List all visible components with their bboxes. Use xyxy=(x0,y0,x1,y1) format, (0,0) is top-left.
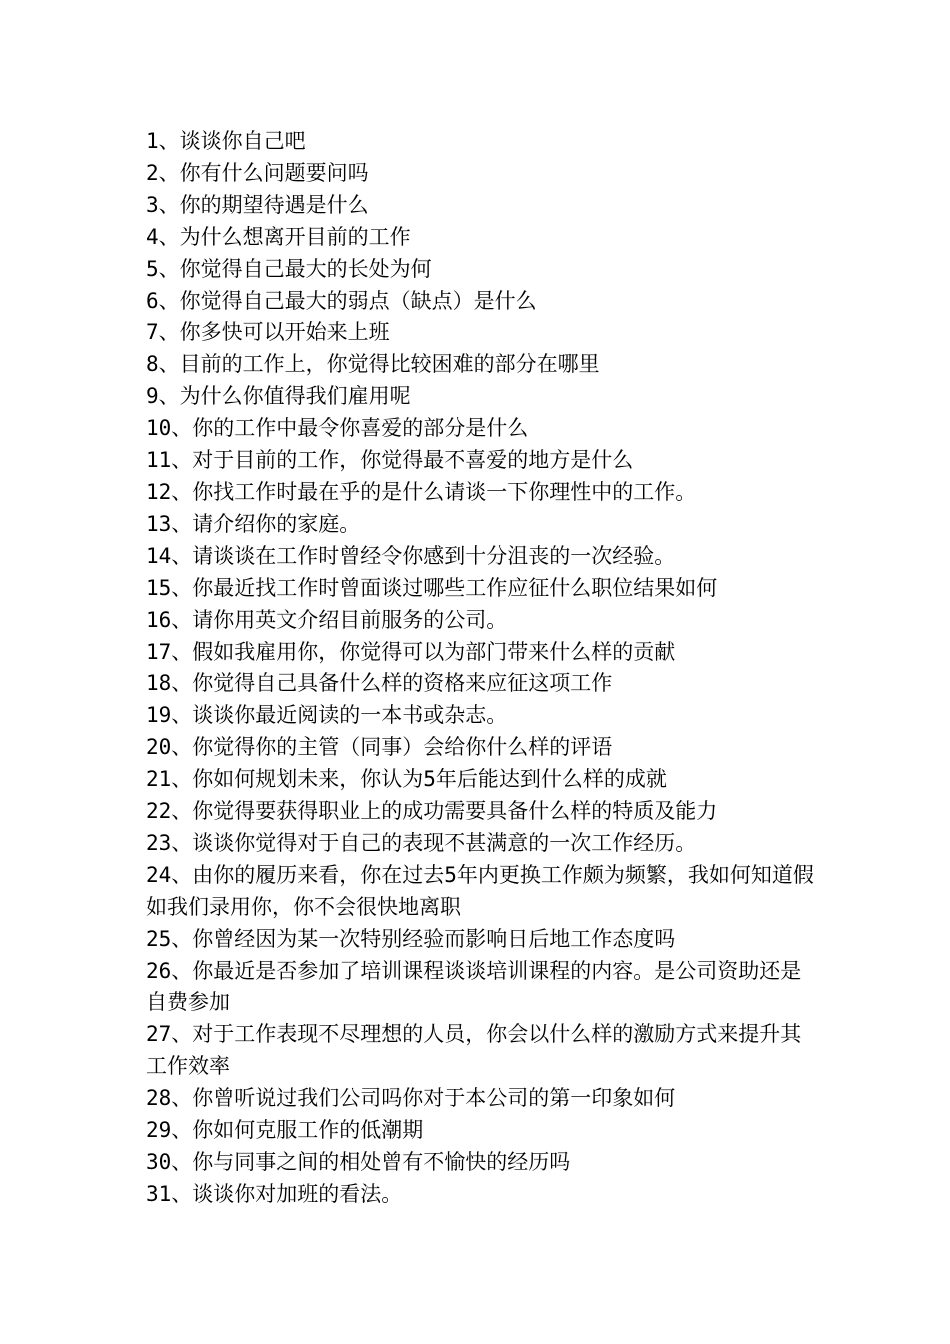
question-item: 3、你的期望待遇是什么 xyxy=(146,192,369,217)
question-item: 1、谈谈你自己吧 xyxy=(146,129,306,153)
question-item: 31、谈谈你对加班的看法。 xyxy=(146,1181,403,1206)
question-item: 6、你觉得自己最大的弱点（缺点）是什么 xyxy=(146,288,537,313)
question-item: 15、你最近找工作时曾面谈过哪些工作应征什么职位结果如何 xyxy=(146,575,718,600)
question-item: 10、你的工作中最令你喜爱的部分是什么 xyxy=(146,416,529,441)
question-list xyxy=(146,126,814,1211)
question-item: 8、目前的工作上，你觉得比较困难的部分在哪里 xyxy=(146,352,600,377)
question-item: 30、你与同事之间的相处曾有不愉快的经历吗 xyxy=(146,1150,571,1174)
question-item: 7、你多快可以开始来上班 xyxy=(146,320,390,345)
question-item: 12、你找工作时最在乎的是什么请谈一下你理性中的工作。 xyxy=(146,479,697,504)
question-item: 19、谈谈你最近阅读的一本书或杂志。 xyxy=(146,703,508,728)
question-item: 20、你觉得你的主管（同事）会给你什么样的评语 xyxy=(146,735,613,760)
question-item: 22、你觉得要获得职业上的成功需要具备什么样的特质及能力 xyxy=(146,799,718,824)
question-item: 26、你最近是否参加了培训课程谈谈培训课程的内容。是公司资助还是自费参加 xyxy=(146,958,802,1015)
question-item: 4、为什么想离开目前的工作 xyxy=(146,224,411,249)
question-item: 21、你如何规划未来，你认为5年后能达到什么样的成就 xyxy=(146,767,667,792)
question-item: 24、由你的履历来看，你在过去5年内更换工作颇为频繁，我如何知道假如我们录用你，你不会很快地离职 xyxy=(146,862,814,919)
question-item: 17、假如我雇用你，你觉得可以为部门带来什么样的贡献 xyxy=(146,639,676,664)
question-item: 25、你曾经因为某一次特别经验而影响日后地工作态度吗 xyxy=(146,926,676,951)
question-item: 23、谈谈你觉得对于自己的表现不甚满意的一次工作经历。 xyxy=(146,830,697,855)
question-item: 2、你有什么问题要问吗 xyxy=(146,160,369,185)
question-item: 14、请谈谈在工作时曾经令你感到十分沮丧的一次经验。 xyxy=(146,543,676,568)
question-item: 18、你觉得自己具备什么样的资格来应征这项工作 xyxy=(146,671,613,696)
question-item: 29、你如何克服工作的低潮期 xyxy=(146,1118,424,1143)
question-item: 13、请介绍你的家庭。 xyxy=(146,511,361,536)
question-item: 16、请你用英文介绍目前服务的公司。 xyxy=(146,607,508,632)
question-item: 11、对于目前的工作，你觉得最不喜爱的地方是什么 xyxy=(146,448,634,473)
question-item: 5、你觉得自己最大的长处为何 xyxy=(146,256,432,281)
question-item: 27、对于工作表现不尽理想的人员，你会以什么样的激励方式来提升其工作效率 xyxy=(146,1022,802,1079)
question-item: 28、你曾听说过我们公司吗你对于本公司的第一印象如何 xyxy=(146,1086,676,1111)
question-item: 9、为什么你值得我们雇用呢 xyxy=(146,384,411,409)
